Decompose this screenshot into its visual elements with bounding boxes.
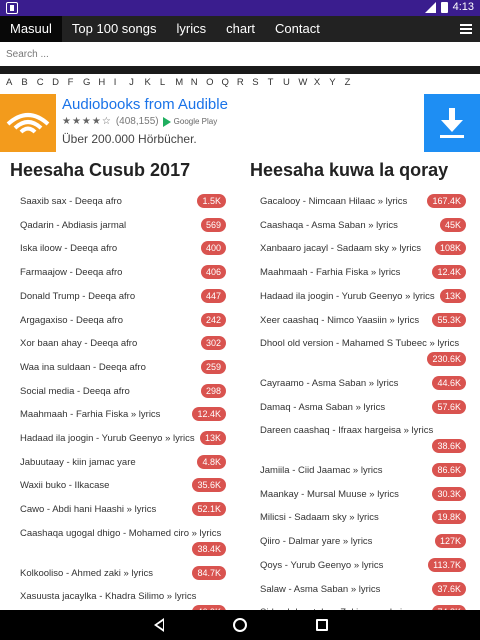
alphabet-letter-x[interactable]: X	[313, 77, 321, 88]
song-title-link[interactable]: Damaq - Asma Saban » lyrics	[260, 401, 386, 413]
view-count-badge: 230.6K	[427, 352, 466, 366]
recent-apps-icon[interactable]	[316, 619, 328, 631]
view-count-badge: 38.6K	[432, 439, 466, 453]
search-input[interactable]	[0, 42, 480, 66]
home-icon[interactable]	[233, 618, 247, 632]
alphabet-letter-k[interactable]: K	[144, 77, 151, 88]
song-title-link[interactable]: Kolkooliso - Ahmed zaki » lyrics	[20, 567, 154, 579]
song-title-link[interactable]: Social media - Deeqa afro	[20, 385, 130, 397]
view-count-badge: 242	[201, 313, 226, 327]
song-title-link[interactable]: Donald Trump - Deeqa afro	[20, 290, 136, 302]
song-title-link[interactable]: Farmaajow - Deeqa afro	[20, 267, 123, 279]
view-count-badge: 30.3K	[432, 487, 466, 501]
song-title-link[interactable]: Waxii buko - Ilkacase	[20, 480, 110, 492]
view-count-badge: 400	[201, 241, 226, 255]
song-title-link[interactable]: Salaw - Asma Saban » lyrics	[260, 583, 381, 595]
status-time: 4:13	[452, 1, 474, 13]
song-title-link[interactable]: Cayraamo - Asma Saban » lyrics	[260, 377, 399, 389]
view-count-badge: 302	[201, 336, 226, 350]
signal-icon	[424, 2, 436, 13]
alphabet-index	[6, 77, 360, 91]
download-icon	[424, 94, 480, 152]
google-play-label: Google Play	[173, 117, 218, 126]
song-title-link[interactable]: Cawo - Abdi hani Haashi » lyrics	[20, 504, 157, 516]
song-title-link[interactable]: Dhool old version - Mahamed S Tubeec » lyrics	[260, 338, 460, 350]
alphabet-letter-s[interactable]: S	[252, 77, 259, 88]
view-count-badge: 406	[201, 265, 226, 279]
left-column-heading: Heesaha Cusub 2017	[10, 160, 191, 180]
view-count-badge: 55.3K	[432, 313, 466, 327]
view-count-badge: 37.6K	[432, 582, 466, 596]
view-count-badge: 447	[201, 289, 226, 303]
ad-subtitle: Über 200.000 Hörbücher.	[62, 132, 197, 146]
song-title-link[interactable]: Maankay - Mursal Muuse » lyrics	[260, 488, 399, 500]
view-count-badge: 4.8K	[197, 455, 226, 469]
view-count-badge: 259	[201, 360, 226, 374]
song-title-link[interactable]: Xeer caashaq - Nimco Yaasiin » lyrics	[260, 314, 420, 326]
song-title-link[interactable]: Waa ina suldaan - Deeqa afro	[20, 361, 146, 373]
view-count-badge: 1.5K	[197, 194, 226, 208]
view-count-badge: 13K	[440, 289, 466, 303]
view-count-badge: 12.4K	[192, 407, 226, 421]
nav-item-chart[interactable]: chart	[226, 21, 256, 36]
alphabet-letter-a[interactable]: A	[6, 77, 13, 88]
song-title-link[interactable]: Milicsi - Sadaam sky » lyrics	[260, 512, 379, 524]
song-title-link[interactable]: Xor baan ahay - Deeqa afro	[20, 338, 138, 350]
notification-icon	[6, 2, 18, 14]
song-title-link[interactable]: Qadarin - Abdiasis jarmal	[20, 219, 127, 231]
alphabet-letter-r[interactable]: R	[236, 77, 244, 88]
view-count-badge: 38.4K	[192, 542, 226, 556]
view-count-badge: 44.6K	[432, 376, 466, 390]
alphabet-letter-l[interactable]: L	[159, 77, 166, 88]
view-count-badge: 569	[201, 218, 226, 232]
nav-item-masuul[interactable]: Masuul	[0, 16, 62, 42]
alphabet-letter-m[interactable]: M	[175, 77, 184, 88]
song-title-link[interactable]: Dareen caashaq - Ifraax hargeisa » lyrics	[260, 425, 434, 437]
alphabet-letter-y[interactable]: Y	[329, 77, 336, 88]
song-title-link[interactable]: Argagaxiso - Deeqa afro	[20, 314, 123, 326]
song-title-link[interactable]: Hadaad ila joogin - Yurub Geenyo » lyrics	[20, 433, 195, 444]
alphabet-letter-w[interactable]: W	[298, 77, 308, 88]
alphabet-letter-d[interactable]: D	[52, 77, 60, 88]
alphabet-letter-i[interactable]: I	[113, 77, 117, 88]
ad-title[interactable]: Audiobooks from Audible	[62, 96, 228, 113]
battery-icon	[441, 2, 448, 13]
song-title-link[interactable]: Qoys - Yurub Geenyo » lyrics	[260, 559, 384, 571]
view-count-badge: 298	[201, 384, 226, 398]
alphabet-letter-t[interactable]: T	[267, 77, 274, 88]
nav-item-contact[interactable]: Contact	[275, 21, 320, 36]
song-title-link[interactable]: Iska iloow - Deeqa afro	[20, 243, 118, 255]
google-play-badge	[163, 117, 218, 127]
ad-rating	[62, 116, 217, 127]
alphabet-letter-b[interactable]: B	[21, 77, 28, 88]
system-nav-bar	[0, 610, 480, 640]
alphabet-letter-z[interactable]: Z	[344, 77, 351, 88]
song-title-link[interactable]: Jamiila - Ciid Jaamac » lyrics	[260, 465, 383, 476]
view-count-badge: 86.6K	[432, 463, 466, 477]
nav-item-top-100-songs[interactable]: Top 100 songs	[71, 21, 157, 36]
view-count-badge: 19.8K	[432, 510, 466, 524]
search-bar	[0, 42, 480, 66]
song-title-link[interactable]: Gacalooy - Nimcaan Hilaac » lyrics	[260, 196, 408, 207]
status-icons	[424, 1, 474, 13]
view-count-badge: 52.1K	[192, 502, 226, 516]
download-button[interactable]	[424, 94, 480, 152]
rating-count: (408,155)	[115, 116, 159, 127]
right-column-heading: Heesaha kuwa la qoray	[250, 160, 449, 180]
alphabet-letter-q[interactable]: Q	[221, 77, 229, 88]
ad-banner[interactable]	[0, 94, 480, 152]
song-title-link[interactable]: Jabuutaay - kiin jamac yare	[20, 456, 136, 468]
alphabet-letter-j[interactable]: J	[129, 77, 134, 88]
view-count-badge: 13K	[200, 431, 226, 445]
alphabet-letter-g[interactable]: G	[82, 77, 91, 88]
status-bar	[0, 0, 480, 16]
view-count-badge: 108K	[435, 241, 466, 255]
song-title-link[interactable]: Xasuusta jacaylka - Khadra Silimo » lyrics	[20, 591, 197, 603]
left-song-list	[20, 194, 220, 610]
song-title-link[interactable]: Caashaqa ugogal dhigo - Mohamed ciro » lyrics	[20, 527, 222, 539]
song-title-link[interactable]: Maahmaah - Farhia Fiska » lyrics	[20, 409, 161, 421]
view-count-badge: 167.4K	[427, 194, 466, 208]
menu-icon[interactable]	[452, 16, 480, 42]
nav-item-lyrics[interactable]: lyrics	[176, 21, 207, 36]
google-play-icon	[163, 117, 171, 127]
view-count-badge: 84.7K	[192, 566, 226, 580]
song-title-link[interactable]: Xanbaaro jacayl - Sadaam sky » lyrics	[260, 243, 422, 255]
view-count-badge: 127K	[435, 534, 466, 548]
song-title-link[interactable]: Saaxib sax - Deeqa afro	[20, 196, 122, 207]
alphabet-letter-o[interactable]: O	[206, 77, 214, 88]
alphabet-letter-u[interactable]: U	[283, 77, 290, 88]
alphabet-letter-f[interactable]: F	[67, 77, 74, 88]
audible-logo-icon	[0, 94, 56, 152]
alphabet-letter-n[interactable]: N	[190, 77, 198, 88]
view-count-badge: 12.4K	[432, 265, 466, 279]
alphabet-letter-h[interactable]: H	[98, 77, 106, 88]
right-song-list	[260, 194, 460, 610]
view-count-badge: 57.6K	[432, 400, 466, 414]
divider	[0, 66, 480, 74]
song-title-link[interactable]: Maahmaah - Farhia Fiska » lyrics	[260, 267, 401, 279]
song-title-link[interactable]: Caashaqa - Asma Saban » lyrics	[260, 219, 398, 231]
view-count-badge: 35.6K	[192, 478, 226, 492]
song-title-link[interactable]: Hadaad ila joogin - Yurub Geenyo » lyrics	[260, 290, 435, 302]
view-count-badge: 113.7K	[428, 558, 466, 572]
song-title-link[interactable]: Qiiro - Dalmar yare » lyrics	[260, 536, 373, 548]
view-count-badge: 45K	[440, 218, 466, 232]
top-navigation	[0, 16, 480, 42]
rating-stars: ★★★★☆	[62, 116, 112, 127]
alphabet-letter-c[interactable]: C	[36, 77, 44, 88]
